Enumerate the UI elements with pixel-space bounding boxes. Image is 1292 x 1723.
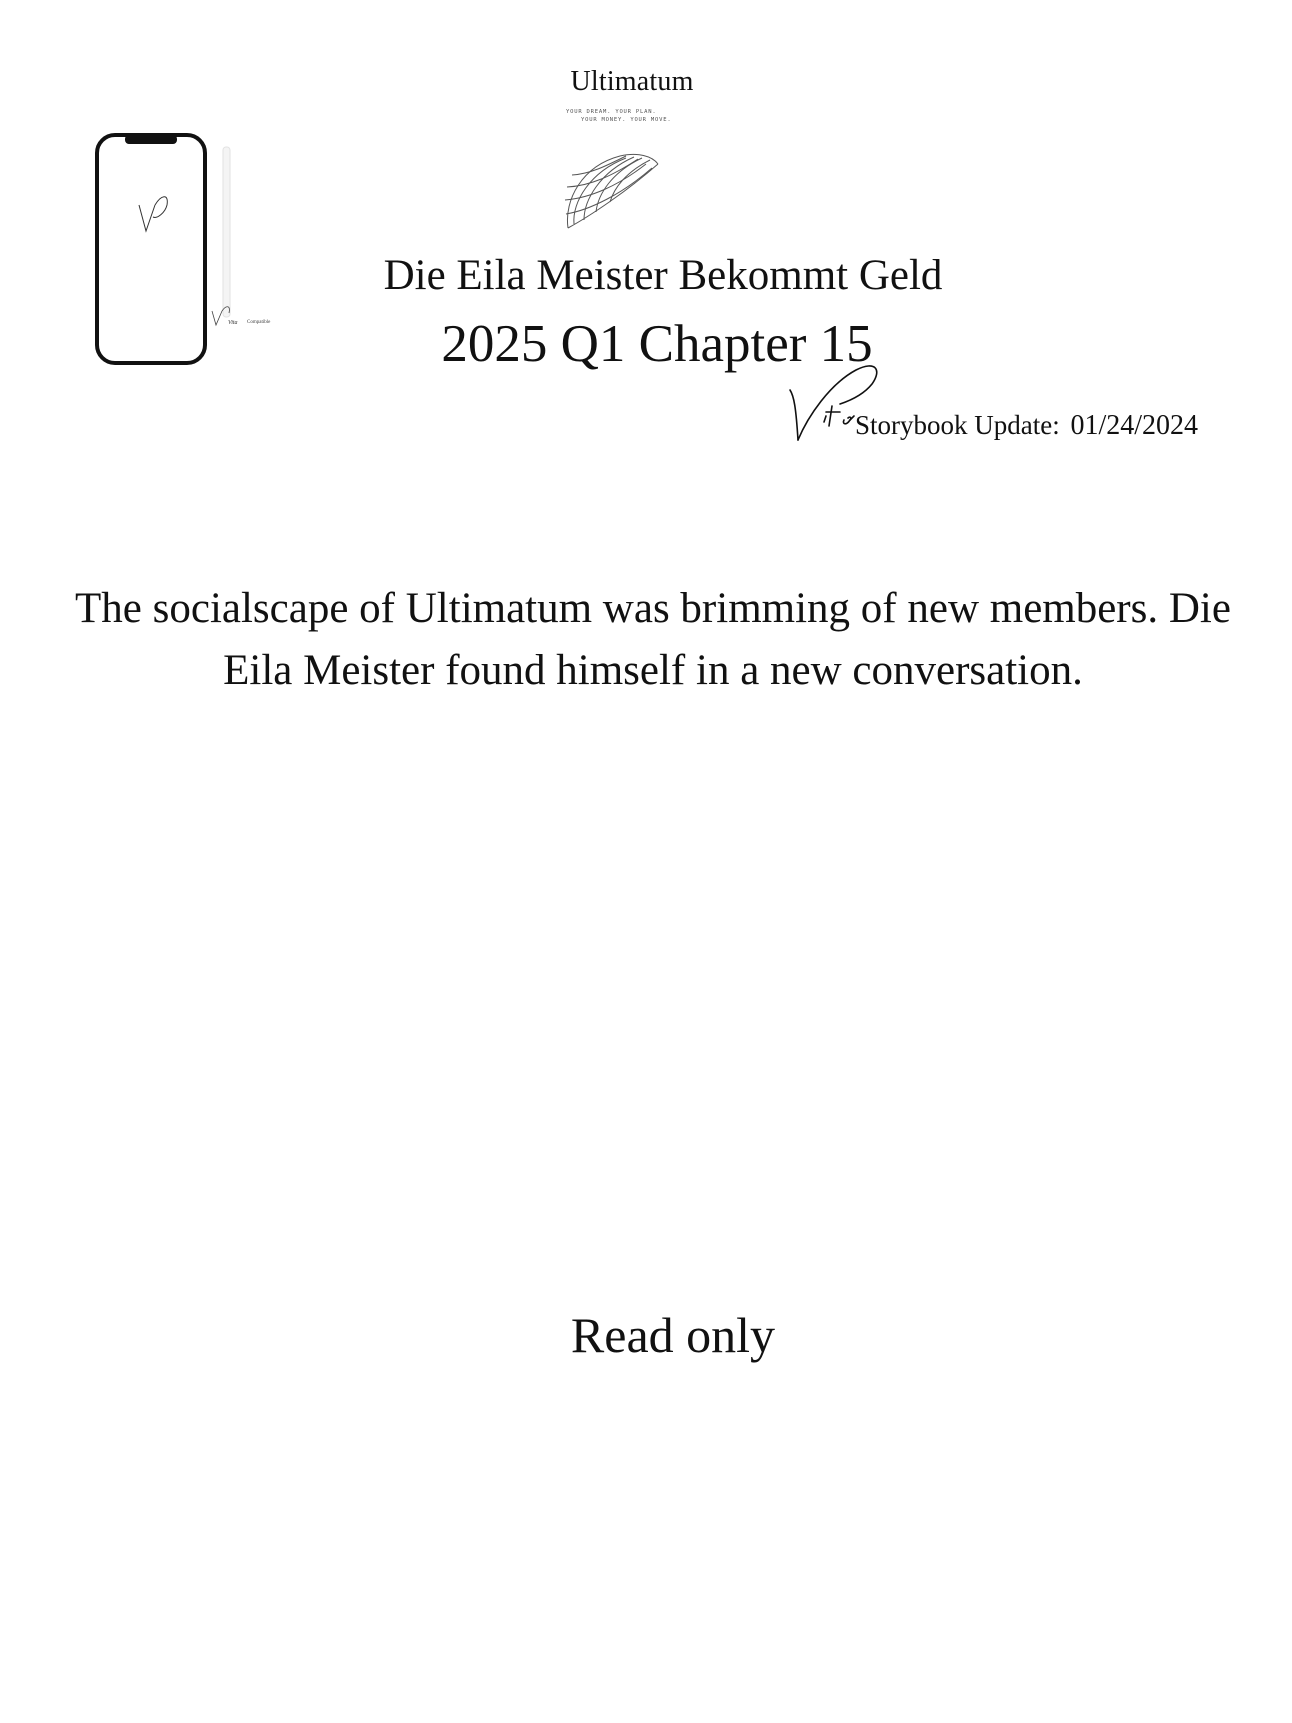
globe-icon (560, 150, 660, 235)
storybook-update (855, 410, 1198, 442)
chapter-title: 2025 Q1 Chapter 15 (441, 315, 873, 373)
phone-badge-signature-text: Vita (228, 320, 238, 326)
story-paragraph: The socialscape of Ultimatum was brimming of new members. Die Eila Meister found himself in a new conversation. (75, 585, 1231, 694)
brand-tagline-line-1: YOUR DREAM. YOUR PLAN. (566, 109, 657, 115)
brand-name: Ultimatum (570, 66, 694, 97)
read-only-label: Read only (570, 1307, 776, 1363)
compatible-badge-text: Compatible (247, 320, 271, 325)
phone-notch (125, 135, 177, 144)
brand-tagline (566, 108, 686, 124)
storybook-update-date: 01/24/2024 (1070, 410, 1199, 441)
brand-tagline-line-2: YOUR MONEY. YOUR MOVE. (581, 117, 672, 123)
story-title: Die Eila Meister Bekommt Geld (383, 252, 943, 299)
storybook-update-label: Storybook Update: (855, 410, 1060, 440)
